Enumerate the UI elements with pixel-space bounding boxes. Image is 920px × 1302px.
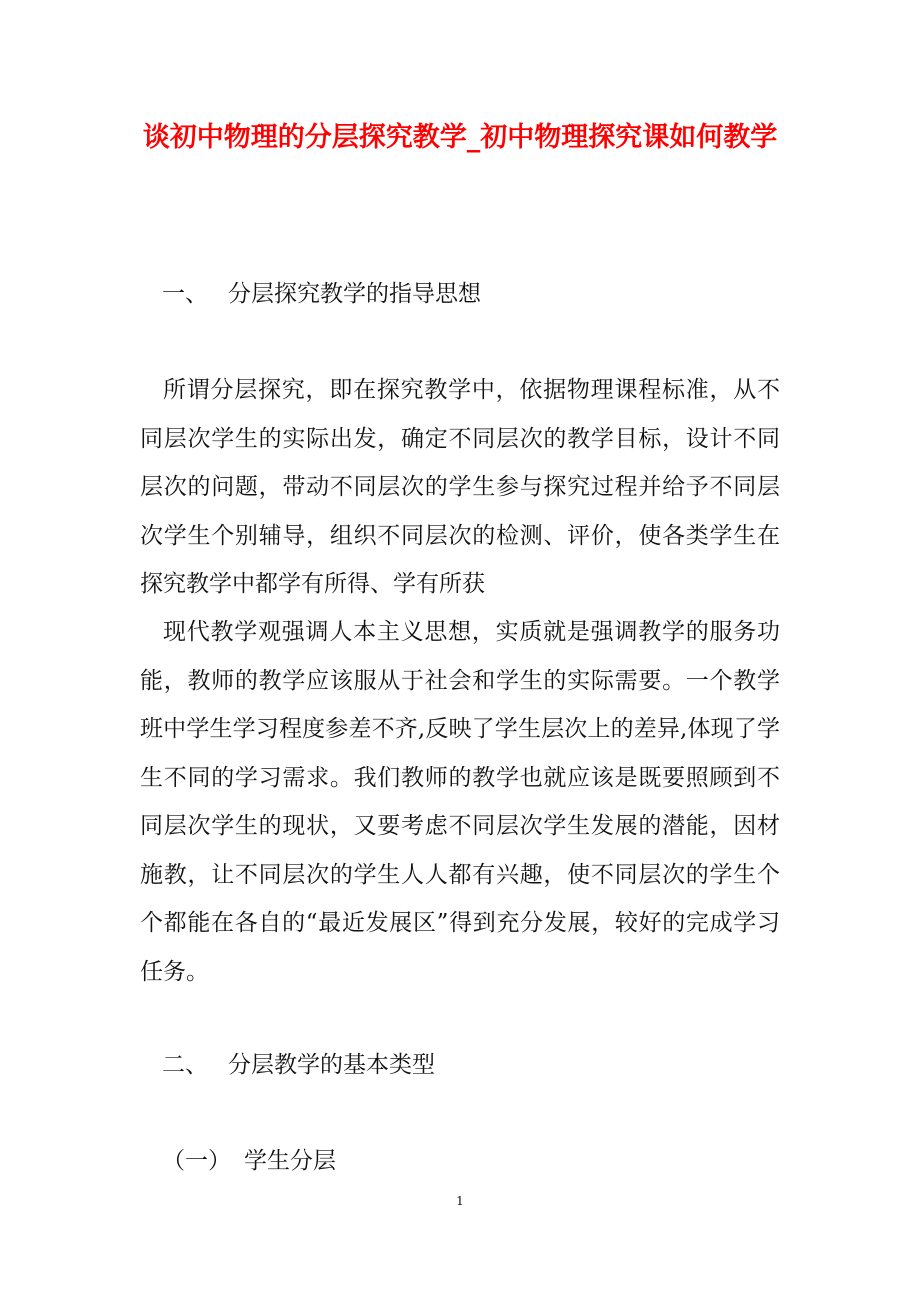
section-number: 二、 <box>162 1052 208 1078</box>
page-number: 1 <box>456 1194 464 1208</box>
paragraph: 现代教学观强调人本主义思想，实质就是强调教学的服务功能，教师的教学应该服从于社会和学生的实际需要。一个教学班中学生学习程度参差不齐,反映了学生层次上的差异,体现了学生不同的学习需求。我们教师的教学也就应该是既要照顾到不同层次学生的现状，又要考虑不同层次学生发展的潜能，因材施教，让不同层次的学生人人都有兴趣，使不同层次的学生个个都能在各自的“最近发展区”得到充分发展，较好的完成学习任务。 <box>140 619 780 985</box>
document-title: 谈初中物理的分层探究教学_初中物理探究课如何教学 <box>142 122 778 153</box>
section-number: 一、 <box>162 281 208 307</box>
section-heading-2 <box>162 1049 435 1081</box>
paragraph: 所谓分层探究，即在探究教学中，依据物理课程标准，从不同层次学生的实际出发，确定不同层次的教学目标，设计不同层次的问题，带动不同层次的学生参与探究过程并给予不同层次学生个别辅导，组织不同层次的检测、评价，使各类学生在探究教学中都学有所得、学有所获 <box>140 377 780 597</box>
section-heading-1 <box>162 278 481 310</box>
section-heading-text: 分层教学的基本类型 <box>228 1052 435 1078</box>
section-heading-text: 分层探究教学的指导思想 <box>228 281 481 307</box>
subsection-heading-text: 学生分层 <box>244 1148 336 1174</box>
subsection-number: （一） <box>162 1148 231 1174</box>
subsection-heading-1 <box>162 1145 336 1177</box>
